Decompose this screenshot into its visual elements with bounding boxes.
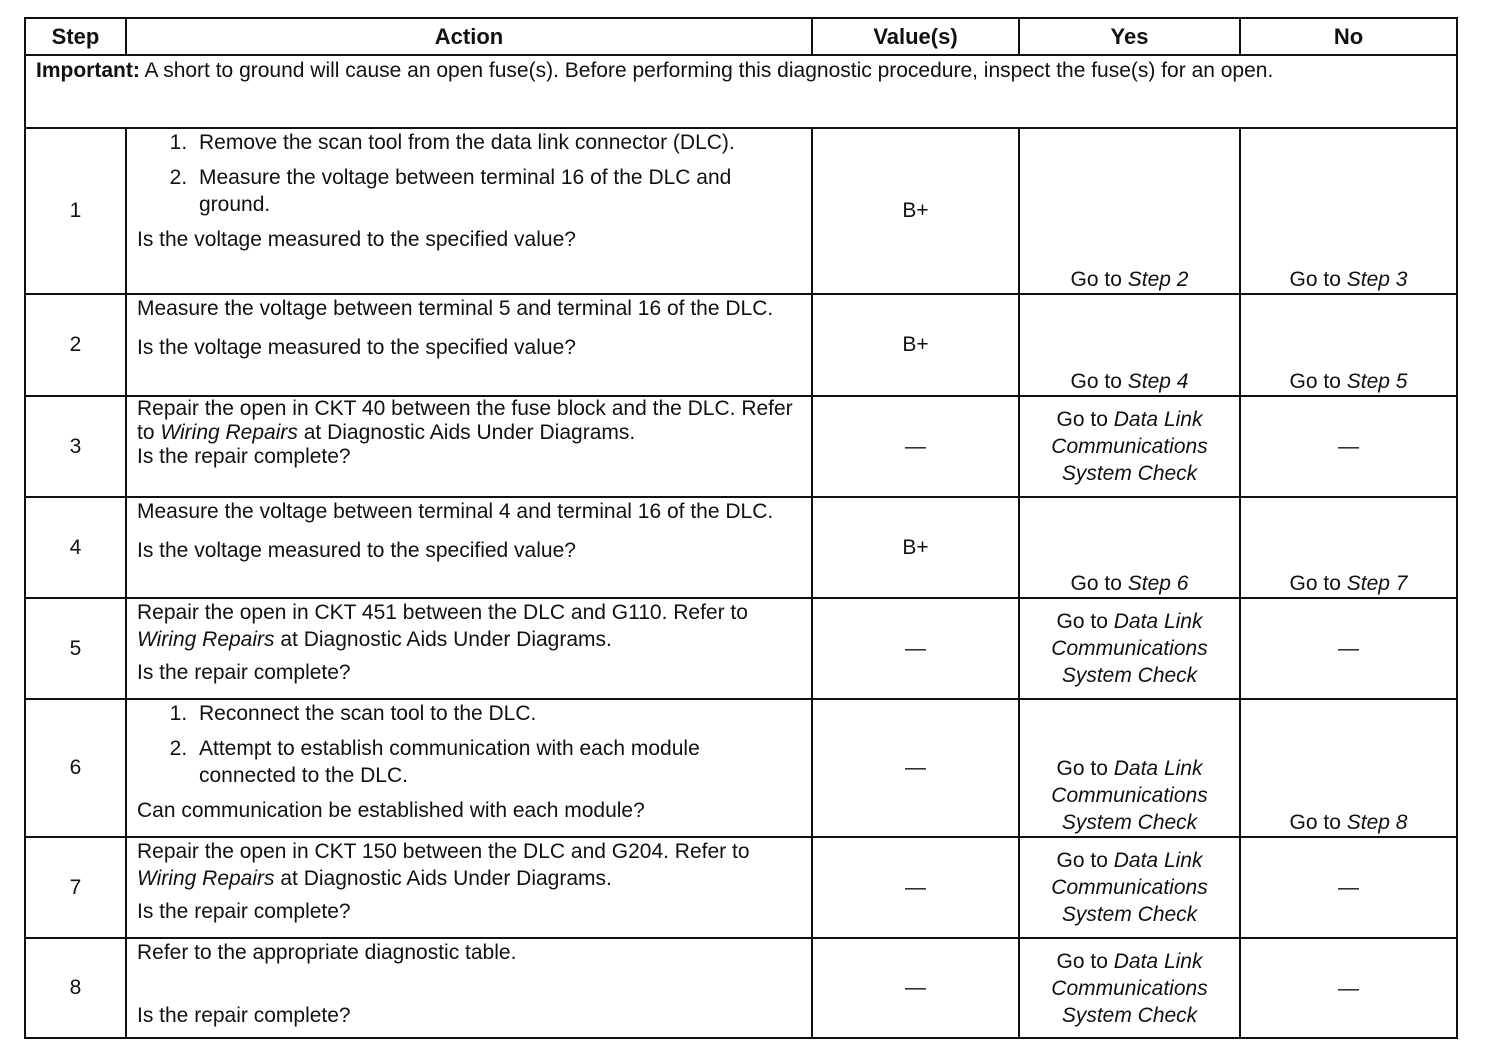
action-cell — [126, 128, 812, 294]
action-item: 1. Remove the scan tool from the data link connector (DLC). — [193, 129, 801, 156]
no-cell — [1240, 497, 1457, 598]
action-text: at Diagnostic Aids Under Diagrams. — [280, 867, 612, 890]
important-text: A short to ground will cause an open fuse(s). Before performing this diagnostic procedure, inspect the fuse(s) for an open. — [144, 59, 1274, 82]
action-cell — [126, 938, 812, 1038]
yes-step-link: Step 2 — [1127, 268, 1189, 291]
important-label: Important: — [36, 59, 140, 82]
action-list — [137, 129, 801, 218]
yes-link-part: System Check — [1061, 1003, 1198, 1027]
no-prefix: Go to — [1289, 811, 1341, 834]
step-number: 1 — [25, 128, 126, 294]
header-action: Action — [126, 18, 812, 55]
table-row — [25, 598, 1457, 699]
yes-prefix: Go to — [1056, 408, 1108, 431]
action-text: Measure the voltage between terminal 5 and terminal 16 of the DLC. — [137, 297, 774, 320]
value-cell: — — [812, 837, 1019, 938]
action-cell — [126, 294, 812, 396]
no-step-link: Step 8 — [1346, 811, 1408, 834]
yes-cell — [1019, 837, 1240, 938]
table-row — [25, 128, 1457, 294]
no-cell — [1240, 128, 1457, 294]
important-row — [25, 55, 1457, 128]
header-yes: Yes — [1019, 18, 1240, 55]
no-cell: — — [1240, 396, 1457, 497]
action-question: Is the voltage measured to the specified value? — [137, 228, 576, 251]
table-row — [25, 699, 1457, 837]
yes-step-link: Step 6 — [1127, 572, 1189, 595]
step-number: 6 — [25, 699, 126, 837]
no-prefix: Go to — [1289, 370, 1341, 393]
action-text: at Diagnostic Aids Under Diagrams. — [303, 421, 636, 444]
yes-link-part: Communications — [1051, 876, 1208, 899]
wiring-repairs-ref: Wiring Repairs — [160, 421, 298, 444]
action-cell — [126, 396, 812, 497]
action-cell — [126, 497, 812, 598]
value-cell: — — [812, 598, 1019, 699]
yes-prefix: Go to — [1070, 268, 1122, 291]
step-number: 4 — [25, 497, 126, 598]
yes-prefix: Go to — [1070, 370, 1122, 393]
step-number: 8 — [25, 938, 126, 1038]
action-question: Is the voltage measured to the specified value? — [137, 336, 576, 359]
header-step: Step — [25, 18, 126, 55]
value-cell: — — [812, 938, 1019, 1038]
no-step-link: Step 5 — [1346, 370, 1408, 393]
yes-prefix: Go to — [1070, 572, 1122, 595]
yes-cell — [1019, 938, 1240, 1038]
header-values: Value(s) — [812, 18, 1019, 55]
yes-cell — [1019, 128, 1240, 294]
no-cell: — — [1240, 598, 1457, 699]
header-no: No — [1240, 18, 1457, 55]
no-cell — [1240, 294, 1457, 396]
yes-cell — [1019, 497, 1240, 598]
action-text: Refer to the appropriate diagnostic table. — [137, 941, 517, 964]
yes-link-part: Data Link — [1113, 849, 1203, 872]
action-question: Is the repair complete? — [137, 661, 351, 684]
yes-link-part: Data Link — [1113, 408, 1203, 431]
table-row — [25, 938, 1457, 1038]
yes-link-part: System Check — [1061, 664, 1198, 687]
action-question: Can communication be established with each module? — [137, 799, 645, 822]
yes-cell — [1019, 699, 1240, 837]
table-row — [25, 837, 1457, 938]
yes-prefix: Go to — [1056, 849, 1108, 872]
value-cell: B+ — [812, 497, 1019, 598]
yes-step-link: Step 4 — [1127, 370, 1189, 393]
yes-link-part: System Check — [1061, 903, 1198, 926]
no-prefix: Go to — [1289, 268, 1341, 291]
no-cell: — — [1240, 938, 1457, 1038]
yes-link-part: Communications — [1051, 637, 1208, 660]
action-question: Is the repair complete? — [137, 1004, 351, 1027]
action-item: 2. Measure the voltage between terminal 16 of the DLC and ground. — [193, 164, 801, 218]
yes-link-part: Data Link — [1113, 610, 1203, 633]
header-row — [25, 18, 1457, 55]
yes-link-part: System Check — [1061, 811, 1198, 834]
action-question: Is the repair complete? — [137, 445, 351, 468]
no-cell: — — [1240, 837, 1457, 938]
action-cell — [126, 699, 812, 837]
step-number: 5 — [25, 598, 126, 699]
yes-prefix: Go to — [1056, 757, 1108, 780]
action-text: Repair the open in CKT 40 between the fuse block and the DLC. Refer to — [137, 397, 793, 444]
action-cell — [126, 837, 812, 938]
yes-link-part: Communications — [1051, 435, 1208, 458]
action-text: Repair the open in CKT 451 between the DLC and G110. Refer to — [137, 601, 748, 624]
yes-link-part: Communications — [1051, 976, 1208, 1000]
yes-link-part: Data Link — [1113, 949, 1203, 973]
step-number: 3 — [25, 396, 126, 497]
wiring-repairs-ref: Wiring Repairs — [137, 867, 275, 890]
action-item: 2. Attempt to establish communication with each module connected to the DLC. — [193, 735, 801, 789]
wiring-repairs-ref: Wiring Repairs — [137, 628, 275, 651]
value-cell: — — [812, 396, 1019, 497]
value-cell: — — [812, 699, 1019, 837]
table-row — [25, 396, 1457, 497]
step-number: 2 — [25, 294, 126, 396]
value-cell: B+ — [812, 128, 1019, 294]
no-step-link: Step 7 — [1346, 572, 1408, 595]
action-cell — [126, 598, 812, 699]
action-text: Measure the voltage between terminal 4 and terminal 16 of the DLC. — [137, 500, 774, 523]
action-question: Is the voltage measured to the specified value? — [137, 539, 576, 562]
action-text: Repair the open in CKT 150 between the DLC and G204. Refer to — [137, 840, 750, 863]
no-prefix: Go to — [1289, 572, 1341, 595]
no-step-link: Step 3 — [1346, 268, 1408, 291]
diagnostic-table — [24, 17, 1458, 1039]
yes-cell — [1019, 294, 1240, 396]
action-question: Is the repair complete? — [137, 900, 351, 923]
yes-link-part: Communications — [1051, 784, 1208, 807]
yes-cell — [1019, 396, 1240, 497]
action-text: at Diagnostic Aids Under Diagrams. — [280, 628, 612, 651]
yes-link-part: System Check — [1061, 462, 1198, 485]
value-cell: B+ — [812, 294, 1019, 396]
table-row — [25, 294, 1457, 396]
yes-prefix: Go to — [1056, 949, 1108, 973]
important-note — [25, 55, 1457, 128]
yes-prefix: Go to — [1056, 610, 1108, 633]
action-list — [137, 700, 801, 789]
yes-cell — [1019, 598, 1240, 699]
action-item: 1. Reconnect the scan tool to the DLC. — [193, 700, 801, 727]
step-number: 7 — [25, 837, 126, 938]
table-row — [25, 497, 1457, 598]
no-cell — [1240, 699, 1457, 837]
yes-link-part: Data Link — [1113, 757, 1203, 780]
